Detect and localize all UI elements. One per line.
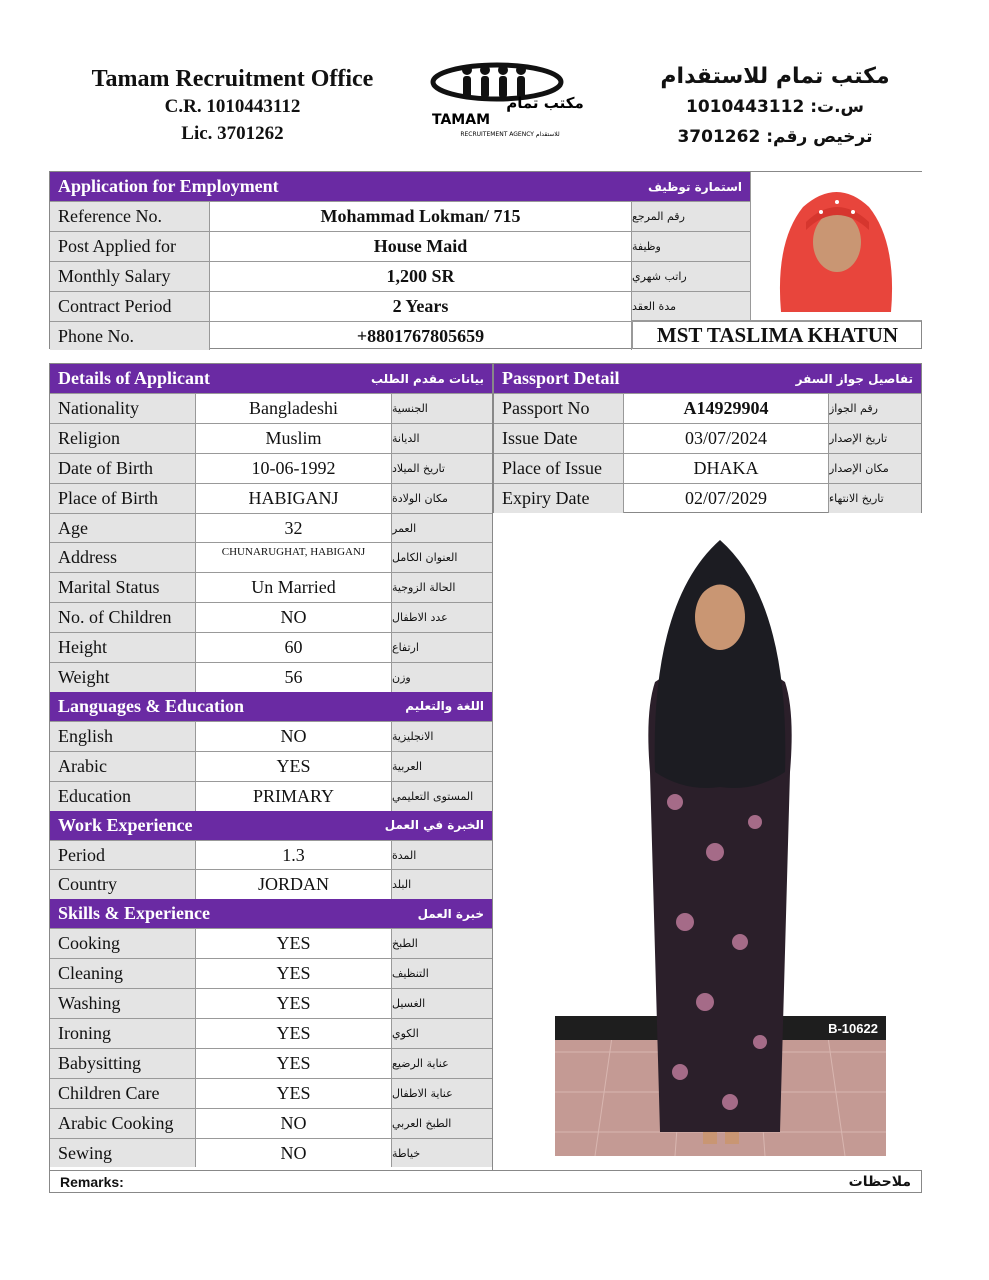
field-value: YES xyxy=(196,752,392,781)
field-label: Children Care xyxy=(50,1079,196,1108)
field-value: Muslim xyxy=(196,424,392,453)
applicant-headshot xyxy=(750,172,923,320)
application-table xyxy=(49,171,922,349)
tamam-logo xyxy=(425,60,595,140)
field-label-arabic: الكوي xyxy=(392,1019,492,1048)
field-label: Passport No xyxy=(494,394,624,423)
field-value: YES xyxy=(196,959,392,988)
table-row xyxy=(50,869,492,899)
table-row xyxy=(50,840,492,870)
field-value: YES xyxy=(196,929,392,958)
field-label-arabic: مكان الولادة xyxy=(392,484,492,513)
field-value: 2 Years xyxy=(210,292,632,321)
application-title: Application for Employment xyxy=(58,176,279,196)
field-label: Religion xyxy=(50,424,196,453)
photo-tag: B-10622 xyxy=(828,1021,878,1036)
work-title-arabic: الخبرة في العمل xyxy=(384,818,484,833)
field-label: No. of Children xyxy=(50,603,196,632)
table-row xyxy=(50,602,492,632)
table-row xyxy=(50,1078,492,1108)
field-label: Weight xyxy=(50,663,196,692)
table-row xyxy=(50,1048,492,1078)
field-label: Place of Birth xyxy=(50,484,196,513)
languages-header xyxy=(50,692,492,721)
field-label: Washing xyxy=(50,989,196,1018)
applicant-title: Details of Applicant xyxy=(58,368,211,388)
field-label-arabic: الطبخ العربي xyxy=(392,1109,492,1138)
table-row xyxy=(494,453,921,483)
field-label: Reference No. xyxy=(50,202,210,231)
skills-title-arabic: خبرة العمل xyxy=(417,906,484,921)
logo-subtitle: RECRUITEMENT AGENCY للاستقدام xyxy=(460,131,560,138)
field-value: 1,200 SR xyxy=(210,262,632,291)
field-label: Expiry Date xyxy=(494,484,624,513)
field-label: Ironing xyxy=(50,1019,196,1048)
field-label: Monthly Salary xyxy=(50,262,210,291)
field-value: House Maid xyxy=(210,232,632,261)
field-value: 60 xyxy=(196,633,392,662)
field-value: 02/07/2029 xyxy=(624,484,829,513)
table-row xyxy=(50,721,492,751)
field-label-arabic: الغسيل xyxy=(392,989,492,1018)
field-label-arabic: العربية xyxy=(392,752,492,781)
field-value: NO xyxy=(196,1109,392,1138)
logo-english-text: TAMAM xyxy=(432,112,490,128)
field-label-arabic: تاريخ الانتهاء xyxy=(829,484,921,513)
field-label-arabic: عدد الاطفال xyxy=(392,603,492,632)
field-value: NO xyxy=(196,603,392,632)
field-value: Un Married xyxy=(196,573,392,602)
field-label-arabic: الجنسية xyxy=(392,394,492,423)
field-label-arabic: الديانة xyxy=(392,424,492,453)
field-label-arabic: راتب شهري xyxy=(632,262,750,291)
field-value: NO xyxy=(196,1139,392,1168)
field-label: Place of Issue xyxy=(494,454,624,483)
passport-title-arabic: تفاصيل جواز السفر xyxy=(795,371,913,386)
skills-header xyxy=(50,899,492,928)
left-column xyxy=(49,363,493,1170)
field-label: Babysitting xyxy=(50,1049,196,1078)
cr-number: C.R. 1010443112 xyxy=(164,96,301,117)
remarks-label-arabic: ملاحظات xyxy=(848,1173,911,1190)
field-value: NO xyxy=(196,722,392,751)
cr-number-arabic: س.ت: 1010443112 xyxy=(685,97,864,117)
license-number-arabic: ترخيص رقم: 3701262 xyxy=(677,127,873,147)
remarks-label: Remarks: xyxy=(60,1173,124,1190)
languages-title: Languages & Education xyxy=(58,695,245,716)
field-value: YES xyxy=(196,1079,392,1108)
field-value: 56 xyxy=(196,663,392,692)
applicant-name: MST TASLIMA KHATUN xyxy=(632,320,922,349)
logo-arabic-text: مكتب تمام xyxy=(506,94,584,112)
field-value: JORDAN xyxy=(196,870,392,899)
field-label: Address xyxy=(50,543,196,572)
table-row xyxy=(50,1138,492,1168)
table-row xyxy=(494,423,921,453)
field-value: Bangladeshi xyxy=(196,394,392,423)
remarks-bar xyxy=(49,1170,922,1193)
field-label-arabic: الحالة الزوجية xyxy=(392,573,492,602)
field-label-arabic: خياطة xyxy=(392,1139,492,1168)
field-value: YES xyxy=(196,989,392,1018)
field-label-arabic: تاريخ الإصدار xyxy=(829,424,921,453)
field-label-arabic: العنوان الكامل xyxy=(392,543,492,572)
field-value: Mohammad Lokman/ 715 xyxy=(210,202,632,231)
field-label-arabic: رقم المرجع xyxy=(632,202,750,231)
table-row xyxy=(50,483,492,513)
application-header xyxy=(50,172,750,201)
field-label-arabic: الطبخ xyxy=(392,929,492,958)
table-row xyxy=(494,483,921,513)
table-row xyxy=(50,958,492,988)
field-label-arabic: التنظيف xyxy=(392,959,492,988)
field-label: Phone No. xyxy=(50,322,210,350)
table-row xyxy=(50,781,492,811)
table-row xyxy=(50,542,492,572)
header-arabic xyxy=(650,62,900,152)
field-value: 32 xyxy=(196,514,392,543)
field-value: HABIGANJ xyxy=(196,484,392,513)
table-row xyxy=(50,751,492,781)
table-row xyxy=(50,572,492,602)
field-label: Period xyxy=(50,841,196,870)
field-label: Contract Period xyxy=(50,292,210,321)
skills-title: Skills & Experience xyxy=(58,903,210,924)
field-label-arabic: رقم الجواز xyxy=(829,394,921,423)
table-row xyxy=(50,393,492,423)
table-row xyxy=(494,393,921,423)
field-value: 10-06-1992 xyxy=(196,454,392,483)
field-value: PRIMARY xyxy=(196,782,392,811)
table-row xyxy=(50,423,492,453)
field-value: YES xyxy=(196,1049,392,1078)
field-value: YES xyxy=(196,1019,392,1048)
applicant-header xyxy=(50,364,492,393)
office-title-arabic: مكتب تمام للاستقدام xyxy=(660,64,890,89)
table-row xyxy=(50,662,492,692)
table-row xyxy=(50,1018,492,1048)
work-header xyxy=(50,811,492,840)
field-label-arabic: ارتفاع xyxy=(392,633,492,662)
applicant-title-arabic: بيانات مقدم الطلب xyxy=(370,371,484,386)
table-row xyxy=(50,928,492,958)
table-row xyxy=(50,988,492,1018)
field-label: English xyxy=(50,722,196,751)
field-label: Age xyxy=(50,514,196,543)
field-label-arabic: البلد xyxy=(392,870,492,899)
field-label-arabic: المدة xyxy=(392,841,492,870)
field-label-arabic: وزن xyxy=(392,663,492,692)
field-value: 1.3 xyxy=(196,841,392,870)
field-label: Arabic Cooking xyxy=(50,1109,196,1138)
field-label: Issue Date xyxy=(494,424,624,453)
field-value: 03/07/2024 xyxy=(624,424,829,453)
field-label: Cleaning xyxy=(50,959,196,988)
languages-title-arabic: اللغة والتعليم xyxy=(405,699,484,714)
field-value: DHAKA xyxy=(624,454,829,483)
field-label: Arabic xyxy=(50,752,196,781)
field-label-arabic: تاريخ الميلاد xyxy=(392,454,492,483)
field-label: Education xyxy=(50,782,196,811)
field-label-arabic: العمر xyxy=(392,514,492,543)
table-row xyxy=(50,453,492,483)
field-label-arabic: عناية الرضيع xyxy=(392,1049,492,1078)
field-label-arabic: عناية الاطفال xyxy=(392,1079,492,1108)
field-label-arabic: مكان الإصدار xyxy=(829,454,921,483)
table-row xyxy=(50,632,492,662)
field-value: +8801767805659 xyxy=(210,322,632,350)
field-label: Nationality xyxy=(50,394,196,423)
field-label-arabic: مدة العقد xyxy=(632,292,750,321)
applicant-full-photo xyxy=(555,522,886,1156)
passport-table xyxy=(493,363,922,513)
table-row xyxy=(50,513,492,543)
field-label: Date of Birth xyxy=(50,454,196,483)
header-english xyxy=(60,66,405,147)
field-label: Cooking xyxy=(50,929,196,958)
field-label: Sewing xyxy=(50,1139,196,1168)
field-label-arabic: الانجليزية xyxy=(392,722,492,751)
office-title: Tamam Recruitment Office xyxy=(91,66,374,92)
application-title-arabic: استمارة توظيف xyxy=(647,179,742,194)
work-title: Work Experience xyxy=(58,814,193,835)
field-label: Marital Status xyxy=(50,573,196,602)
passport-header xyxy=(494,364,921,393)
field-value: CHUNARUGHAT, HABIGANJ xyxy=(196,543,392,572)
field-label: Height xyxy=(50,633,196,662)
field-label-arabic: وظيفة xyxy=(632,232,750,261)
passport-title: Passport Detail xyxy=(502,368,620,388)
table-row xyxy=(50,1108,492,1138)
field-label: Country xyxy=(50,870,196,899)
field-label: Post Applied for xyxy=(50,232,210,261)
field-value: A14929904 xyxy=(624,394,829,423)
license-number: Lic. 3701262 xyxy=(181,123,284,144)
field-label-arabic: المستوى التعليمي xyxy=(392,782,492,811)
